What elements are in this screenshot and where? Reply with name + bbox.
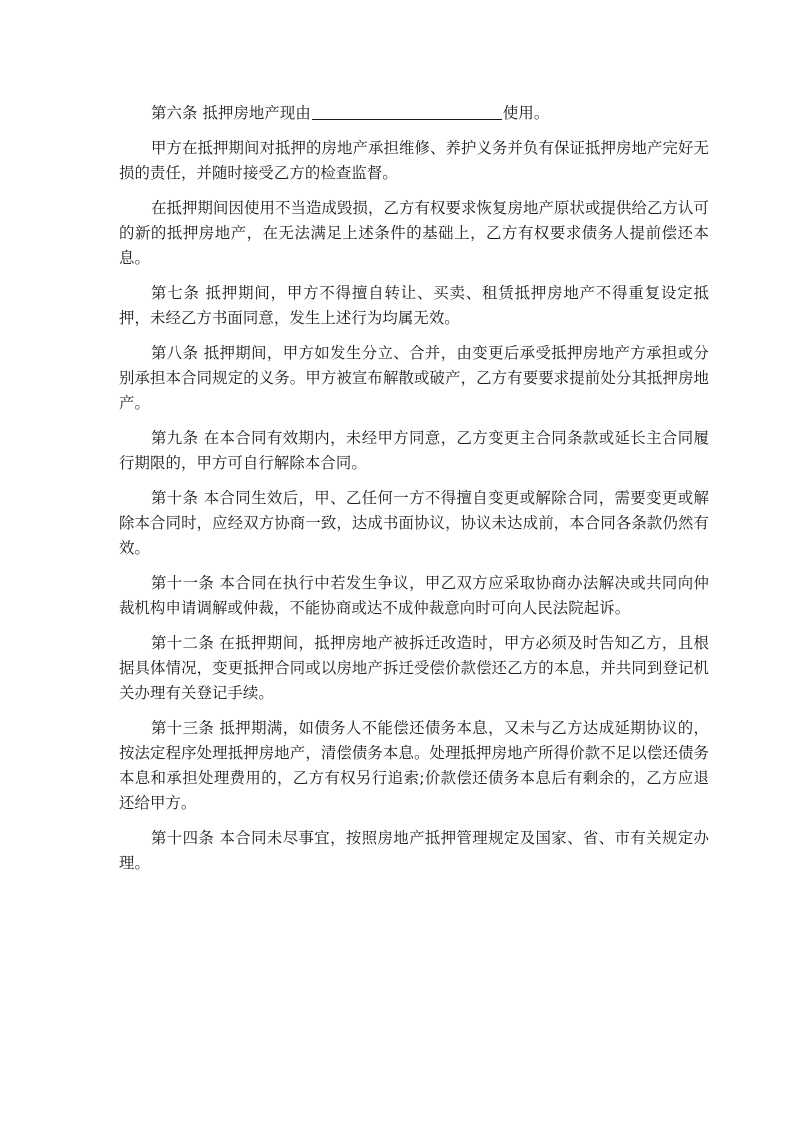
article-7: 第七条 抵押期间，甲方不得擅自转让、买卖、租赁抵押房地产不得重复设定抵押，未经乙方书面同意，发生上述行为均属无效。 xyxy=(119,284,709,327)
article-6-maintenance: 甲方在抵押期间对抵押的房地产承担维修、养护义务并负有保证抵押房地产完好无损的责任，并随时接受乙方的检查监督。 xyxy=(119,139,709,182)
article-13: 第十三条 抵押期满，如债务人不能偿还债务本息，又未与乙方达成延期协议的，按法定程序处理抵押房地产，清偿债务本息。处理抵押房地产所得价款不足以偿还债务本息和承担处理费用的，乙方有权另行追索;价款偿还债务本息后有剩余的，乙方应退还给甲方。 xyxy=(119,719,709,812)
article-6-damage: 在抵押期间因使用不当造成毁损，乙方有权要求恢复房地产原状或提供给乙方认可的新的抵押房地产，在无法满足上述条件的基础上，乙方有权要求债务人提前偿还本息。 xyxy=(119,199,709,267)
article-6-text-before: 第六条 抵押房地产现由 xyxy=(151,104,311,122)
article-6-usage xyxy=(119,101,709,126)
article-6-text-after: 使用。 xyxy=(502,104,550,122)
document-body xyxy=(119,101,709,886)
article-11: 第十一条 本合同在执行中若发生争议，甲乙双方应采取协商办法解决或共同向仲裁机构申请调解或仲裁，不能协商或达不成仲裁意向时可向人民法院起诉。 xyxy=(119,574,709,617)
article-12: 第十二条 在抵押期间，抵押房地产被拆迁改造时，甲方必须及时告知乙方，且根据具体情况，变更抵押合同或以房地产拆迁受偿价款偿还乙方的本息，并共同到登记机关办理有关登记手续。 xyxy=(119,634,709,702)
article-10: 第十条 本合同生效后，甲、乙任何一方不得擅自变更或解除合同，需要变更或解除本合同时，应经双方协商一致，达成书面协议，协议未达成前，本合同各条款仍然有效。 xyxy=(119,489,709,557)
article-9: 第九条 在本合同有效期内，未经甲方同意，乙方变更主合同条款或延长主合同履行期限的，甲方可自行解除本合同。 xyxy=(119,429,709,472)
article-14: 第十四条 本合同未尽事宜，按照房地产抵押管理规定及国家、省、市有关规定办理。 xyxy=(119,829,709,872)
article-8: 第八条 抵押期间，甲方如发生分立、合并，由变更后承受抵押房地产方承担或分别承担本合同规定的义务。甲方被宣布解散或破产，乙方有要要求提前处分其抵押房地产。 xyxy=(119,344,709,412)
usage-blank-line xyxy=(312,103,502,120)
